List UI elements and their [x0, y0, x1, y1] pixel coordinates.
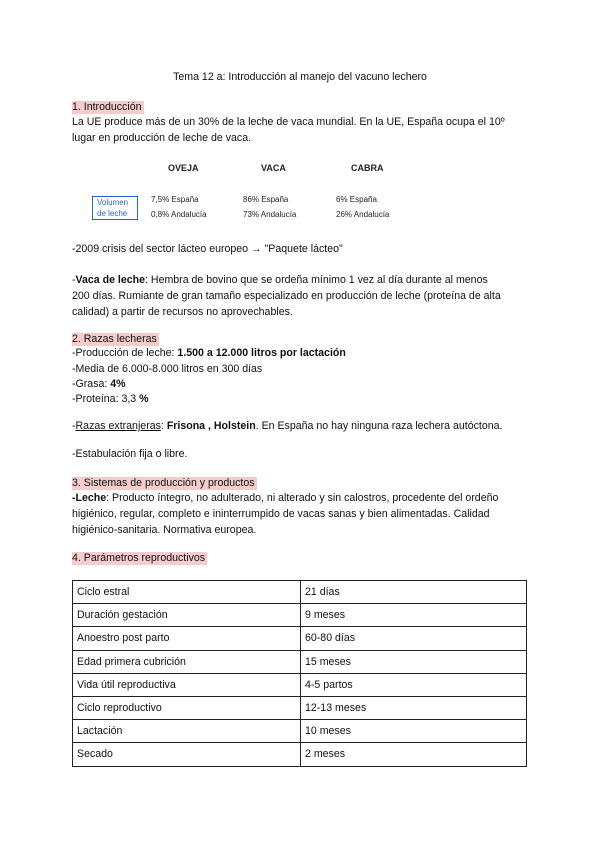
leche-def-1: : Producto íntegro, no adulterado, ni alterado y sin calostros, procedente del ordeño — [106, 492, 499, 504]
proteina-value: % — [139, 393, 149, 405]
razas-prefix: - — [72, 420, 76, 432]
intro-text-line-2: lugar en producción de leche de vaca. — [72, 132, 252, 144]
volumen-label-line-2: de leche — [97, 209, 128, 218]
grasa-value: 4% — [110, 378, 126, 390]
oveja-andalucia-value: 0,8% Andalucía — [151, 210, 207, 219]
parameter-value-cell: 60-80 días — [301, 627, 527, 650]
section-heading-parametros: 4. Parámetros reproductivos — [72, 552, 206, 564]
parameter-name-cell: Duración gestación — [73, 604, 301, 627]
cabra-andalucia-value: 26% Andalucía — [336, 210, 390, 219]
volumen-label-line-1: Volumen — [97, 198, 129, 207]
produccion-value: 1.500 a 12.000 litros por lactación — [177, 347, 346, 359]
vaca-definition-line-1: -Vaca de leche: Hembra de bovino que se ordeña mínimo 1 vez al día durante al menos — [72, 274, 488, 286]
parameters-table — [72, 580, 527, 767]
table-row — [73, 673, 527, 696]
section-heading-razas: 2. Razas lecheras — [72, 333, 157, 345]
grasa-label: -Grasa: — [72, 378, 111, 390]
media-line: -Media de 6.000-8.000 litros en 300 días — [72, 363, 263, 375]
proteina-label: -Proteína: 3,3 — [72, 393, 140, 405]
table-row — [73, 720, 527, 743]
cabra-spain-value: 6% España — [336, 195, 377, 204]
table-row — [73, 627, 527, 650]
vaca-andalucia-value: 73% Andalucía — [243, 210, 297, 219]
leche-term: -Leche — [72, 492, 107, 504]
parameter-name-cell: Ciclo estral — [73, 581, 301, 604]
razas-value: Frisona , Holstein — [166, 420, 256, 432]
leche-definition-line-2: higiénico, regular, completo e ininterrumpido de vacas sanas y bien alimentadas. Calidad — [72, 508, 490, 520]
parameter-value-cell: 9 meses — [301, 604, 527, 627]
parameter-name-cell: Vida útil reproductiva — [73, 673, 301, 696]
estabulacion-line: -Estabulación fija o libre. — [72, 448, 188, 460]
species-header-vaca: VACA — [261, 163, 286, 173]
section-heading-sistemas: 3. Sistemas de producción y productos — [72, 477, 255, 489]
parameter-value-cell: 15 meses — [301, 650, 527, 673]
species-header-cabra: CABRA — [351, 163, 384, 173]
parameter-value-cell: 12-13 meses — [301, 696, 527, 719]
parameter-value-cell: 2 meses — [301, 743, 527, 766]
proteina-line — [72, 391, 149, 407]
table-row — [73, 604, 527, 627]
razas-rest: . En España no hay ninguna raza lechera autóctona. — [255, 420, 503, 432]
razas-label: Razas extranjeras — [75, 420, 161, 432]
section-heading-introduccion: 1. Introducción — [72, 101, 142, 113]
intro-text-line-1: La UE produce más de un 30% de la leche de vaca mundial. En la UE, España ocupa el 10º — [72, 116, 505, 128]
vaca-term: Vaca de leche — [75, 274, 146, 286]
table-row — [73, 581, 527, 604]
table-row — [73, 743, 527, 766]
parameter-name-cell: Edad primera cubrición — [73, 650, 301, 673]
volumen-leche-label — [92, 196, 138, 220]
table-row — [73, 696, 527, 719]
vaca-definition-line-3: calidad) a partir de recursos no aprovechables. — [72, 306, 293, 318]
species-header-oveja: OVEJA — [168, 163, 199, 173]
vaca-spain-value: 86% España — [243, 195, 289, 204]
vaca-definition-line-2: 200 días. Rumiante de gran tamaño especializado en producción de leche (proteína de alta — [72, 290, 501, 302]
razas-extranjeras-line — [72, 418, 502, 434]
oveja-spain-value: 7,5% España — [151, 195, 199, 204]
grasa-line — [72, 376, 126, 392]
leche-definition-line-3: higiénico-sanitaria. Normativa europea. — [72, 524, 257, 536]
parameter-value-cell: 4-5 partos — [301, 673, 527, 696]
crisis-text: -2009 crisis del sector lácteo europeo → "Paquete lácteo" — [72, 243, 343, 255]
parameter-value-cell: 10 meses — [301, 720, 527, 743]
parameter-value-cell: 21 días — [301, 581, 527, 604]
parameter-name-cell: Secado — [73, 743, 301, 766]
produccion-label: -Producción de leche: — [72, 347, 178, 359]
leche-definition-line-1 — [72, 490, 498, 506]
document-title: Tema 12 a: Introducción al manejo del vacuno lechero — [173, 71, 427, 83]
produccion-line — [72, 345, 346, 361]
table-row — [73, 650, 527, 673]
parameter-name-cell: Ciclo reproductivo — [73, 696, 301, 719]
parameter-name-cell: Anoestro post parto — [73, 627, 301, 650]
razas-colon: : — [160, 420, 167, 432]
parameter-name-cell: Lactación — [73, 720, 301, 743]
vaca-def-1: : Hembra de bovino que se ordeña mínimo 1 vez al día durante al menos — [145, 274, 488, 286]
